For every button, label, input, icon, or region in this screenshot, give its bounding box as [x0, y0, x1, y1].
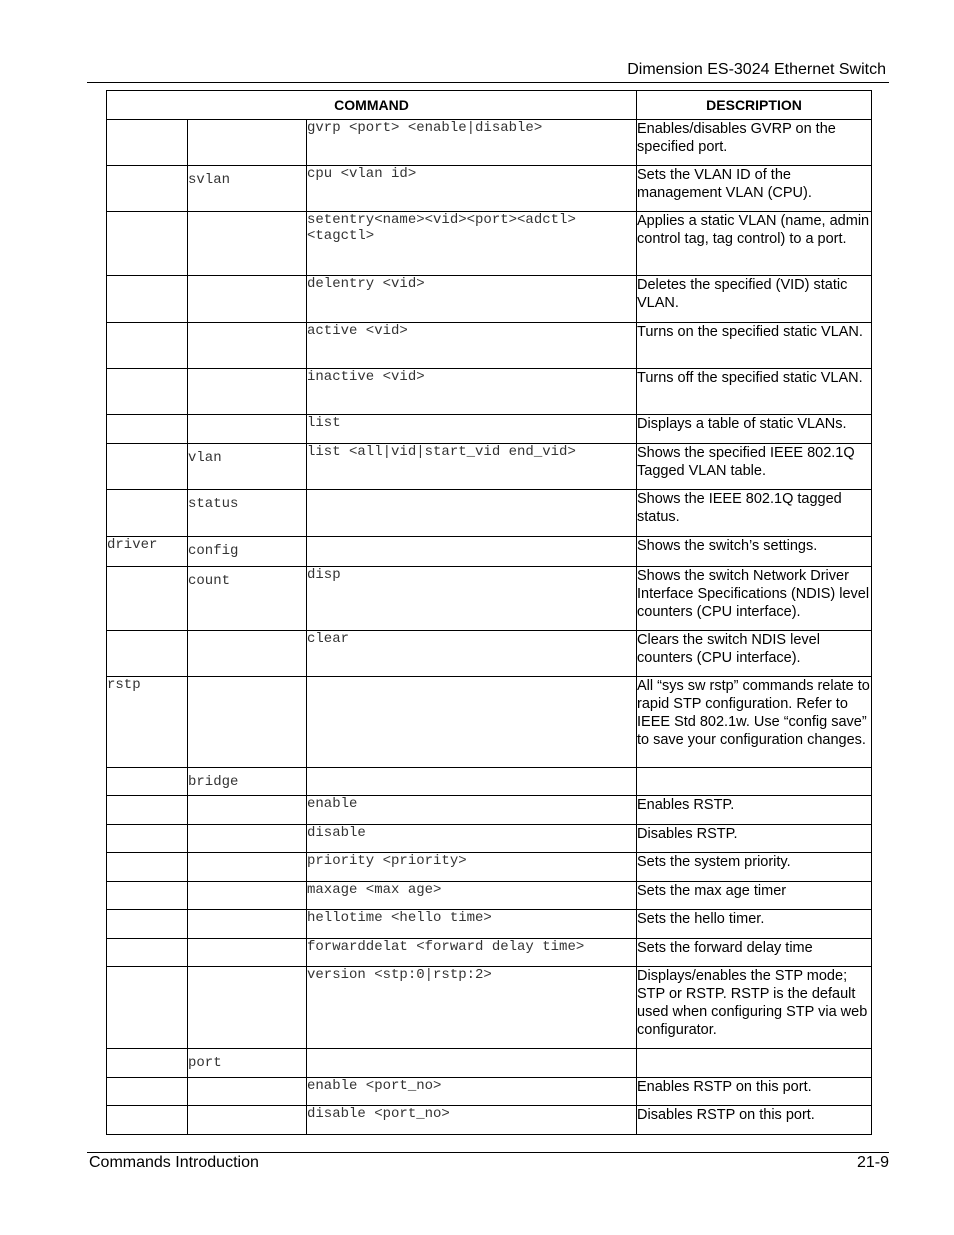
- header-divider: [87, 82, 889, 83]
- description-cell: Clears the switch NDIS level counters (CPU interface).: [637, 631, 872, 677]
- table-row: [107, 768, 872, 796]
- description-cell: [637, 768, 872, 796]
- command-level-2-cell: [188, 415, 307, 444]
- command-level-1-cell: [107, 768, 188, 796]
- command-level-1-cell: rstp: [107, 677, 188, 768]
- description-column-header: DESCRIPTION: [637, 91, 872, 120]
- table-row: [107, 415, 872, 444]
- table-row: [107, 276, 872, 323]
- table-row: [107, 323, 872, 369]
- table-row: [107, 910, 872, 939]
- command-level-2-cell: [188, 120, 307, 166]
- command-syntax-cell: list <all|vid|start_vid end_vid>: [307, 444, 637, 490]
- command-syntax-cell: version <stp:0|rstp:2>: [307, 967, 637, 1049]
- command-syntax-cell: disable <port_no>: [307, 1106, 637, 1135]
- command-level-2-cell: [188, 323, 307, 369]
- command-syntax-cell: [307, 677, 637, 768]
- command-level-1-cell: driver: [107, 537, 188, 567]
- command-syntax-cell: delentry <vid>: [307, 276, 637, 323]
- command-level-1-cell: [107, 1078, 188, 1106]
- description-cell: All “sys sw rstp” commands relate to rapid STP configuration. Refer to IEEE Std 802.1w. Use “config save” to save your configuration changes.: [637, 677, 872, 768]
- command-level-1-cell: [107, 1106, 188, 1135]
- command-level-2-cell: [188, 631, 307, 677]
- table-row: [107, 967, 872, 1049]
- description-cell: Turns off the specified static VLAN.: [637, 369, 872, 415]
- command-syntax-cell: [307, 537, 637, 567]
- description-cell: Displays a table of static VLANs.: [637, 415, 872, 444]
- command-level-1-cell: [107, 323, 188, 369]
- command-syntax-cell: enable: [307, 796, 637, 825]
- table-row: [107, 120, 872, 166]
- table-row: [107, 853, 872, 882]
- description-cell: Sets the hello timer.: [637, 910, 872, 939]
- table-row: [107, 825, 872, 853]
- command-syntax-cell: priority <priority>: [307, 853, 637, 882]
- command-level-1-cell: [107, 631, 188, 677]
- command-level-1-cell: [107, 882, 188, 910]
- description-cell: Disables RSTP.: [637, 825, 872, 853]
- command-level-1-cell: [107, 369, 188, 415]
- table-row: [107, 369, 872, 415]
- command-level-2-cell: [188, 369, 307, 415]
- command-syntax-cell: disable: [307, 825, 637, 853]
- description-cell: Enables/disables GVRP on the specified port.: [637, 120, 872, 166]
- command-level-2-cell: [188, 796, 307, 825]
- command-level-2-cell: [188, 910, 307, 939]
- description-cell: Shows the switch Network Driver Interface Specifications (NDIS) level counters (CPU interface).: [637, 567, 872, 631]
- command-level-2-cell: [188, 825, 307, 853]
- table-row: [107, 796, 872, 825]
- command-level-1-cell: [107, 939, 188, 967]
- command-syntax-cell: setentry<name><vid><port><adctl> <tagctl>: [307, 212, 637, 276]
- description-cell: Sets the system priority.: [637, 853, 872, 882]
- table-row: [107, 212, 872, 276]
- command-syntax-cell: forwarddelat <forward delay time>: [307, 939, 637, 967]
- command-level-2-cell: count: [188, 567, 307, 631]
- command-level-1-cell: [107, 1049, 188, 1078]
- command-level-2-cell: vlan: [188, 444, 307, 490]
- command-level-1-cell: [107, 796, 188, 825]
- description-cell: Enables RSTP on this port.: [637, 1078, 872, 1106]
- command-level-2-cell: [188, 212, 307, 276]
- command-level-1-cell: [107, 415, 188, 444]
- description-cell: Shows the switch’s settings.: [637, 537, 872, 567]
- table-row: [107, 537, 872, 567]
- description-cell: Applies a static VLAN (name, admin control tag, tag control) to a port.: [637, 212, 872, 276]
- command-level-2-cell: [188, 1106, 307, 1135]
- table-row: [107, 1078, 872, 1106]
- command-syntax-cell: [307, 1049, 637, 1078]
- command-level-2-cell: [188, 939, 307, 967]
- command-level-1-cell: [107, 212, 188, 276]
- command-level-1-cell: [107, 825, 188, 853]
- table-row: [107, 882, 872, 910]
- description-cell: Disables RSTP on this port.: [637, 1106, 872, 1135]
- command-syntax-cell: hellotime <hello time>: [307, 910, 637, 939]
- command-syntax-cell: [307, 490, 637, 537]
- command-syntax-cell: clear: [307, 631, 637, 677]
- table-row: [107, 1049, 872, 1078]
- table-row: [107, 490, 872, 537]
- table-body: [107, 120, 872, 1135]
- command-table: [106, 90, 872, 1135]
- command-level-2-cell: svlan: [188, 166, 307, 212]
- command-level-1-cell: [107, 166, 188, 212]
- command-level-1-cell: [107, 967, 188, 1049]
- command-level-2-cell: status: [188, 490, 307, 537]
- command-level-1-cell: [107, 276, 188, 323]
- description-cell: Sets the VLAN ID of the management VLAN (CPU).: [637, 166, 872, 212]
- command-level-1-cell: [107, 444, 188, 490]
- command-level-2-cell: config: [188, 537, 307, 567]
- command-level-1-cell: [107, 853, 188, 882]
- command-syntax-cell: inactive <vid>: [307, 369, 637, 415]
- table-row: [107, 444, 872, 490]
- command-syntax-cell: active <vid>: [307, 323, 637, 369]
- command-level-2-cell: [188, 882, 307, 910]
- table-row: [107, 1106, 872, 1135]
- table-header-row: [107, 91, 872, 120]
- command-column-header: COMMAND: [107, 91, 637, 120]
- command-syntax-cell: list: [307, 415, 637, 444]
- command-level-2-cell: [188, 677, 307, 768]
- command-level-2-cell: [188, 853, 307, 882]
- footer-divider: [87, 1152, 889, 1153]
- footer-page-number: 21-9: [856, 1154, 889, 1171]
- command-level-1-cell: [107, 567, 188, 631]
- table-row: [107, 677, 872, 768]
- description-cell: Sets the max age timer: [637, 882, 872, 910]
- table-row: [107, 631, 872, 677]
- page-header-title: Dimension ES-3024 Ethernet Switch: [627, 61, 886, 78]
- command-syntax-cell: cpu <vlan id>: [307, 166, 637, 212]
- command-level-2-cell: bridge: [188, 768, 307, 796]
- description-cell: Enables RSTP.: [637, 796, 872, 825]
- table-row: [107, 166, 872, 212]
- command-syntax-cell: maxage <max age>: [307, 882, 637, 910]
- command-syntax-cell: enable <port_no>: [307, 1078, 637, 1106]
- table-row: [107, 939, 872, 967]
- command-level-1-cell: [107, 120, 188, 166]
- command-level-2-cell: [188, 1078, 307, 1106]
- description-cell: Displays/enables the STP mode; STP or RSTP. RSTP is the default used when configuring STP via web configurator.: [637, 967, 872, 1049]
- table-row: [107, 567, 872, 631]
- footer-section-title: Commands Introduction: [89, 1154, 259, 1171]
- description-cell: Shows the specified IEEE 802.1Q Tagged VLAN table.: [637, 444, 872, 490]
- command-syntax-cell: disp: [307, 567, 637, 631]
- command-level-2-cell: [188, 967, 307, 1049]
- command-syntax-cell: [307, 768, 637, 796]
- command-level-1-cell: [107, 490, 188, 537]
- command-level-2-cell: [188, 276, 307, 323]
- command-level-2-cell: port: [188, 1049, 307, 1078]
- command-syntax-cell: gvrp <port> <enable|disable>: [307, 120, 637, 166]
- description-cell: [637, 1049, 872, 1078]
- command-level-1-cell: [107, 910, 188, 939]
- description-cell: Sets the forward delay time: [637, 939, 872, 967]
- description-cell: Shows the IEEE 802.1Q tagged status.: [637, 490, 872, 537]
- description-cell: Deletes the specified (VID) static VLAN.: [637, 276, 872, 323]
- description-cell: Turns on the specified static VLAN.: [637, 323, 872, 369]
